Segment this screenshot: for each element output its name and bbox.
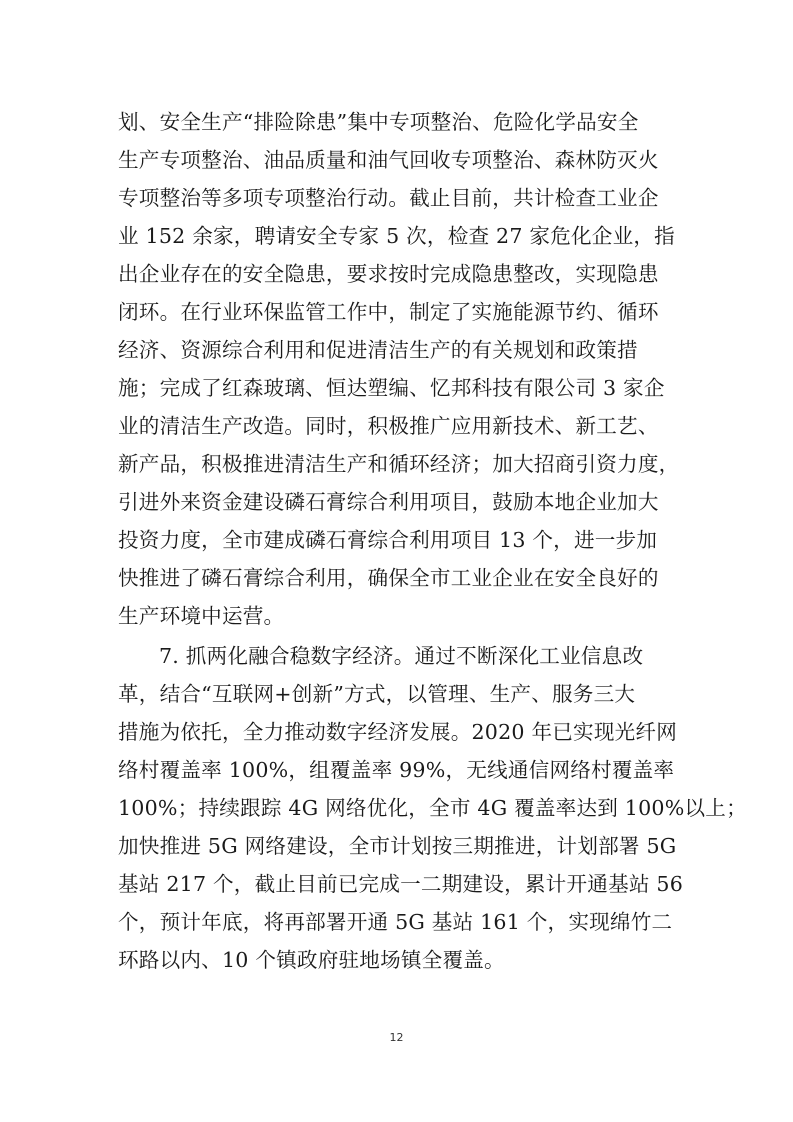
paragraph-line: 施；完成了红森玻璃、恒达塑编、忆邦科技有限公司 3 家企 <box>118 376 665 400</box>
paragraph-industrial-safety <box>118 103 678 635</box>
paragraph-line: 引进外来资金建设磷石膏综合利用项目，鼓励本地企业加大 <box>118 490 659 514</box>
paragraph-line: 基站 217 个，截止目前已完成一二期建设，累计开通基站 56 <box>118 872 684 896</box>
paragraph-line: 投资力度，全市建成磷石膏综合利用项目 13 个，进一步加 <box>118 528 658 552</box>
paragraph-line: 出企业存在的安全隐患，要求按时完成隐患整改，实现隐患 <box>118 262 659 286</box>
paragraph-line: 专项整治等多项专项整治行动。截止目前，共计检查工业企 <box>118 186 659 210</box>
paragraph-line: 划、安全生产“排险除患”集中专项整治、危险化学品安全 <box>118 110 639 134</box>
paragraph-line: 经济、资源综合利用和促进清洁生产的有关规划和政策措 <box>118 338 638 362</box>
paragraph-line: 环路以内、10 个镇政府驻地场镇全覆盖。 <box>118 948 505 972</box>
paragraph-line: 生产环境中运营。 <box>118 604 285 628</box>
paragraph-line: 新产品，积极推进清洁生产和循环经济；加大招商引资力度， <box>118 452 680 476</box>
paragraph-line: 革，结合“互联网+创新”方式，以管理、生产、服务三大 <box>118 682 636 706</box>
paragraph-line: 络村覆盖率 100%，组覆盖率 99%，无线通信网络村覆盖率 <box>118 758 675 782</box>
paragraph-line: 加快推进 5G 网络建设，全市计划按三期推进，计划部署 5G <box>118 834 677 858</box>
paragraph-line: 业的清洁生产改造。同时，积极推广应用新技术、新工艺、 <box>118 414 659 438</box>
paragraph-line: 业 152 余家，聘请安全专家 5 次，检查 27 家危化企业，指 <box>118 224 675 248</box>
paragraph-line: 措施为依托，全力推动数字经济发展。2020 年已实现光纤网 <box>118 720 678 744</box>
paragraph-line: 100%；持续跟踪 4G 网络优化，全市 4G 覆盖率达到 100%以上； <box>118 796 747 820</box>
paragraph-line: 生产专项整治、油品质量和油气回收专项整治、森林防灭火 <box>118 148 659 172</box>
paragraph-line: 个，预计年底，将再部署开通 5G 基站 161 个，实现绵竹二 <box>118 910 673 934</box>
paragraph-heading-line: 7. 抓两化融合稳数字经济。通过不断深化工业信息改 <box>159 644 644 668</box>
paragraph-line: 闭环。在行业环保监管工作中，制定了实施能源节约、循环 <box>118 300 659 324</box>
page-number: 12 <box>389 1031 404 1044</box>
paragraph-line: 快推进了磷石膏综合利用，确保全市工业企业在安全良好的 <box>118 566 659 590</box>
paragraph-digital-economy <box>118 637 747 979</box>
